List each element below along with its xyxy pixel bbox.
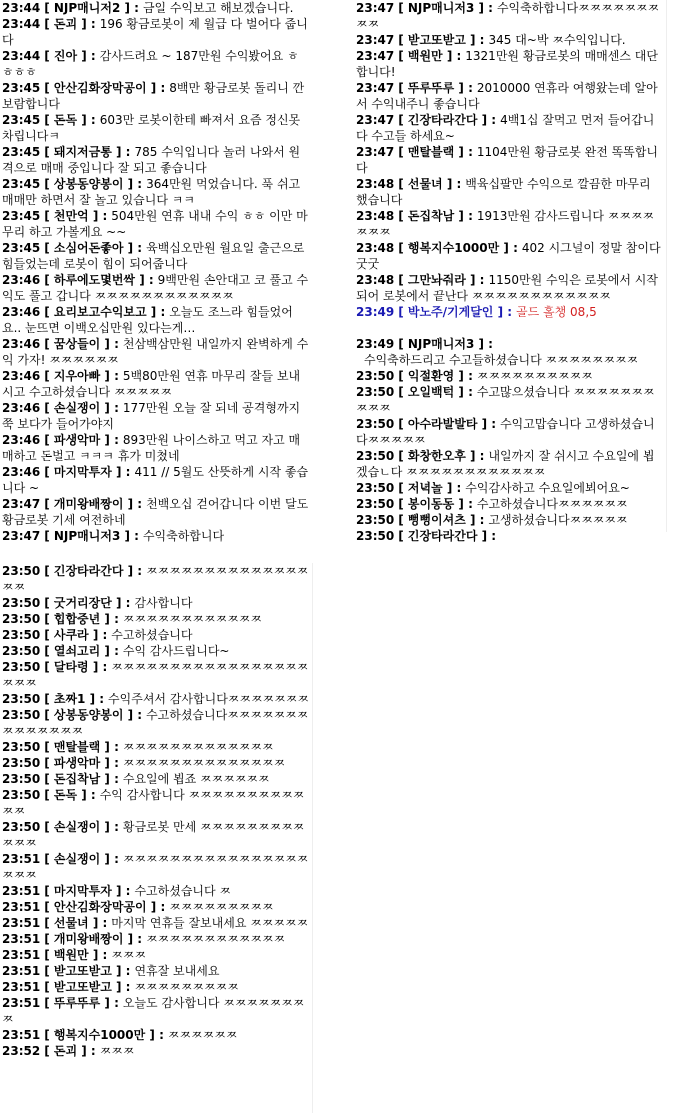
- message-nickname: [ 저녁놀 ] :: [398, 481, 462, 495]
- chat-log-panel-left-bottom: [0, 563, 313, 1113]
- message-time: 23:47: [356, 33, 395, 47]
- chat-message: [0, 208, 312, 240]
- message-time: 23:44: [2, 49, 41, 63]
- message-text: 수고많으셨습니다 ㅉㅉㅉㅉㅉㅉㅉㅉㅉㅉ: [356, 385, 655, 415]
- message-time: 23:50: [2, 756, 41, 770]
- message-time: 23:45: [2, 209, 41, 223]
- message-time: 23:51: [2, 964, 41, 978]
- chat-message: [0, 464, 312, 496]
- message-text: 411 // 5월도 산뜻하게 시작 좋습니다 ~: [2, 465, 309, 495]
- message-text: 수요일에 뵙죠 ㅉㅉㅉㅉㅉㅉ: [122, 772, 270, 786]
- chat-message: [354, 352, 666, 368]
- message-time: 23:45: [2, 113, 41, 127]
- message-text: 364만원 먹었습니다. 푹 쉬고 매매만 하면서 잘 놀고 있습니다 ㅋㅋ: [2, 177, 301, 207]
- message-nickname: [ 아수라발발타 ] :: [398, 417, 497, 431]
- chat-message: [0, 0, 312, 16]
- message-text: ㅉㅉㅉㅉㅉㅉㅉㅉㅉㅉㅉㅉㅉㅉㅉㅉ: [2, 564, 309, 594]
- message-nickname: [ 상봉동양봉이 ] :: [44, 708, 143, 722]
- chat-message: [0, 240, 312, 272]
- message-nickname: [ 긴장타라간다 ] :: [398, 529, 497, 543]
- message-nickname: [ 손실쟁이 ] :: [44, 401, 119, 415]
- message-time: 23:50: [2, 596, 41, 610]
- message-time: 23:48: [356, 241, 395, 255]
- message-text: 1913만원 감사드립니다 ㅉㅉㅉㅉㅉㅉㅉ: [356, 209, 655, 239]
- message-text: 1104만원 황금로봇 완전 똑똑합니다: [356, 145, 658, 175]
- message-time: 23:51: [2, 900, 41, 914]
- message-nickname: [ 달타령 ] :: [44, 660, 108, 674]
- message-text: 5백80만원 연휴 마무리 잘들 보내시고 수고하셨습니다 ㅉㅉㅉㅉㅉ: [2, 369, 301, 399]
- message-nickname: [ NJP매니저2 ] :: [44, 1, 139, 15]
- chat-message: [0, 931, 312, 947]
- message-text: 수익고맙습니다 고생하셨습니다ㅉㅉㅉㅉㅉ: [356, 417, 655, 447]
- message-text: 오늘도 감사합니다 ㅉㅉㅉㅉㅉㅉㅉㅉ: [2, 996, 305, 1026]
- message-time: 23:50: [356, 513, 395, 527]
- message-time: 23:50: [356, 481, 395, 495]
- chat-message: [354, 80, 666, 112]
- chat-message: [354, 368, 666, 384]
- chat-message: [0, 883, 312, 899]
- message-time: 23:51: [2, 932, 41, 946]
- chat-message: [0, 739, 312, 755]
- message-text: ㅉㅉㅉㅉㅉㅉㅉㅉㅉㅉㅉㅉㅉㅉ: [122, 756, 286, 770]
- message-text: ㅉㅉㅉㅉㅉㅉㅉㅉㅉㅉㅉㅉ: [146, 932, 286, 946]
- chat-message: [0, 979, 312, 995]
- message-time: 23:48: [356, 273, 395, 287]
- message-time: 23:46: [2, 369, 41, 383]
- message-time: 23:50: [2, 788, 41, 802]
- message-nickname: [ 그만놔줘라 ] :: [398, 273, 485, 287]
- message-text: 고생하셨습니다ㅉㅉㅉㅉㅉ: [488, 513, 628, 527]
- message-time: 23:47: [356, 49, 395, 63]
- message-nickname: [ 뚜루뚜루 ] :: [44, 996, 119, 1010]
- message-nickname: [ 익절환영 ] :: [398, 369, 473, 383]
- chat-message: [354, 320, 666, 336]
- chat-message: [0, 528, 312, 544]
- chat-message: [0, 496, 312, 528]
- message-text: 수고하셨습니다ㅉㅉㅉㅉㅉㅉㅉㅉㅉㅉㅉㅉㅉㅉ: [2, 708, 309, 738]
- message-nickname: [ 힙합중년 ] :: [44, 612, 119, 626]
- message-text: ㅉㅉㅉㅉㅉㅉㅉㅉㅉㅉㅉㅉㅉㅉㅉㅉㅉㅉㅉㅉ: [2, 660, 309, 690]
- message-nickname: [ 백원만 ] :: [44, 948, 108, 962]
- message-text: 마지막 연휴들 잘보내세요 ㅉㅉㅉㅉㅉ: [111, 916, 309, 930]
- message-text: 785 수익입니다 놀러 나와서 원격으로 매매 중입니다 잘 되고 좋습니다: [2, 145, 301, 175]
- chat-message: [354, 416, 666, 448]
- message-text: 9백만원 손안대고 코 풀고 수익도 풀고 갑니다 ㅉㅉㅉㅉㅉㅉㅉㅉㅉㅉㅉㅉ: [2, 273, 309, 303]
- message-nickname: [ 받고또받고 ] :: [398, 33, 485, 47]
- chat-message: [0, 995, 312, 1027]
- message-nickname: [ 선물녀 ] :: [44, 916, 108, 930]
- message-nickname: [ 행복지수1000만 ] :: [44, 1028, 164, 1042]
- chat-message: [354, 496, 666, 512]
- message-text: 천백오십 걷어갑니다 이번 달도 황금로봇 기세 여전하네: [2, 497, 309, 527]
- message-text: 4백1십 잘먹고 먼저 들어갑니다 수고들 하세요~: [356, 113, 655, 143]
- chat-log-panel-right-top: [354, 0, 667, 543]
- chat-message: [354, 48, 666, 80]
- message-text: 내일까지 잘 쉬시고 수요일에 뵙겠습ㄴ다 ㅉㅉㅉㅉㅉㅉㅉㅉㅉㅉㅉㅉ: [356, 449, 655, 479]
- message-time: 23:51: [2, 884, 41, 898]
- message-text: 수익감사하고 수요일에뵈어요~: [465, 481, 630, 495]
- message-time: 23:47: [356, 145, 395, 159]
- message-nickname: [ 돼지저금통 ] :: [44, 145, 131, 159]
- message-text: ㅉㅉㅉ: [111, 948, 147, 962]
- message-time: 23:50: [2, 628, 41, 642]
- chat-message: [354, 384, 666, 416]
- chat-message: [0, 771, 312, 787]
- message-text: 177만원 오늘 잘 되네 공격형까지 쭉 보다가 들어가야지: [2, 401, 301, 431]
- message-text: 수익축하드리고 수고들하셨습니다 ㅉㅉㅉㅉㅉㅉㅉㅉ: [364, 353, 639, 367]
- message-nickname: [ 화창한오후 ] :: [398, 449, 485, 463]
- chat-message: [354, 480, 666, 496]
- message-text: ㅉㅉㅉㅉㅉㅉㅉㅉㅉㅉㅉㅉㅉㅉㅉㅉㅉㅉㅉ: [2, 852, 309, 882]
- message-text: 수고하셨습니다ㅉㅉㅉㅉㅉㅉ: [476, 497, 628, 511]
- message-time: 23:50: [356, 497, 395, 511]
- message-nickname: [ NJP매니저3 ] :: [44, 529, 139, 543]
- message-time: 23:50: [356, 529, 395, 543]
- chat-message: [0, 899, 312, 915]
- message-time: 23:50: [356, 369, 395, 383]
- message-time: 23:50: [356, 449, 395, 463]
- chat-message: [354, 112, 666, 144]
- message-text: 수익 감사드립니다~: [122, 644, 230, 658]
- chat-message: [0, 563, 312, 595]
- message-nickname: [ 소심어돈좋아 ] :: [44, 241, 143, 255]
- message-nickname: [ 파생악마 ] :: [44, 756, 119, 770]
- message-nickname: [ NJP매니저3 ] :: [398, 1, 493, 15]
- chat-message: [354, 0, 666, 32]
- chat-message: [354, 272, 666, 304]
- chat-message: [354, 448, 666, 480]
- message-nickname: [ 받고또받고 ] :: [44, 964, 131, 978]
- message-time: 23:51: [2, 1028, 41, 1042]
- chat-message: [0, 48, 312, 80]
- message-time: 23:50: [2, 612, 41, 626]
- chat-message: [0, 707, 312, 739]
- chat-message: [0, 112, 312, 144]
- message-nickname: [ 긴장타라간다 ] :: [398, 113, 497, 127]
- message-time: 23:50: [2, 644, 41, 658]
- message-nickname: [ 지우아빠 ] :: [44, 369, 119, 383]
- message-text: 8백만 황금로봇 돌리니 깐 보람합니다: [2, 81, 305, 111]
- message-text: ㅉㅉㅉㅉㅉㅉㅉㅉㅉㅉ: [476, 369, 593, 383]
- message-nickname: [ 파생악마 ] :: [44, 433, 119, 447]
- message-text: 오늘도 조느라 힘들었어요.. 눈뜨면 이백오십만원 있다는게…: [2, 305, 293, 335]
- chat-message: [0, 787, 312, 819]
- message-text: ㅉㅉㅉㅉㅉㅉ: [167, 1028, 238, 1042]
- message-nickname: [ 선물녀 ] :: [398, 177, 462, 191]
- message-text: 황금로봇 만세 ㅉㅉㅉㅉㅉㅉㅉㅉㅉㅉㅉㅉ: [2, 820, 305, 850]
- chat-message: [354, 240, 666, 272]
- message-time: 23:45: [2, 81, 41, 95]
- message-text: 수익축하합니다ㅉㅉㅉㅉㅉㅉㅉㅉㅉ: [356, 1, 660, 31]
- chat-message: [0, 627, 312, 643]
- message-nickname: [ 열쇠고리 ] :: [44, 644, 119, 658]
- chat-message: [0, 432, 312, 464]
- message-nickname: [ 긴장타라간다 ] :: [44, 564, 143, 578]
- message-nickname: [ 돈집착남 ] :: [44, 772, 119, 786]
- message-text: ㅉㅉㅉㅉㅉㅉㅉㅉㅉㅉㅉㅉㅉ: [122, 740, 274, 754]
- message-text: 196 황금로봇이 제 월급 다 벌어다 줍니다: [2, 17, 308, 47]
- message-text: 천삼백삼만원 내일까지 완벽하게 수익 가자! ㅉㅉㅉㅉㅉㅉ: [2, 337, 309, 367]
- chat-message: [0, 963, 312, 979]
- chat-message: [0, 80, 312, 112]
- message-nickname: [ 개미왕배짱이 ] :: [44, 497, 143, 511]
- message-nickname: [ 봉이동동 ] :: [398, 497, 473, 511]
- message-nickname: [ NJP매니저3 ] :: [398, 337, 493, 351]
- chat-message: [354, 32, 666, 48]
- message-nickname: [ 돈괴 ] :: [44, 17, 96, 31]
- chat-message: [0, 144, 312, 176]
- message-time: 23:46: [2, 273, 41, 287]
- message-text: 감사드려요 ~ 187만원 수익봤어요 ㅎㅎㅎㅎ: [2, 49, 299, 79]
- message-time: 23:45: [2, 145, 41, 159]
- message-nickname: [ 돈독 ] :: [44, 113, 96, 127]
- chat-message: [0, 611, 312, 627]
- message-nickname: [ 행복지수1000만 ] :: [398, 241, 518, 255]
- message-text: ㅉㅉㅉㅉㅉㅉㅉㅉㅉ: [134, 980, 239, 994]
- message-time: 23:48: [356, 209, 395, 223]
- chat-message: [354, 176, 666, 208]
- message-time: 23:50: [2, 820, 41, 834]
- chat-message: [0, 368, 312, 400]
- chat-message: [0, 336, 312, 368]
- chat-message: [354, 144, 666, 176]
- message-time: 23:50: [356, 385, 395, 399]
- message-nickname: [ 박노주/기게달인 ] :: [398, 305, 513, 319]
- chat-message: [0, 819, 312, 851]
- message-nickname: [ 개미왕배짱이 ] :: [44, 932, 143, 946]
- message-time: 23:44: [2, 17, 41, 31]
- message-nickname: [ 맨탈블랙 ] :: [44, 740, 119, 754]
- message-nickname: [ 돈독 ] :: [44, 788, 96, 802]
- chat-message: [0, 595, 312, 611]
- message-time: 23:51: [2, 916, 41, 930]
- message-text: 백육십팔만 수익으로 깔끔한 마무리 했습니다: [356, 177, 651, 207]
- message-time: 23:49: [356, 305, 395, 319]
- chat-message: [0, 915, 312, 931]
- chat-message: [0, 851, 312, 883]
- message-time: 23:46: [2, 337, 41, 351]
- chat-message: [0, 400, 312, 432]
- chat-message: [0, 755, 312, 771]
- chat-message: [0, 1043, 312, 1059]
- message-time: 23:46: [2, 305, 41, 319]
- message-text: ㅉㅉㅉ: [99, 1044, 135, 1058]
- message-text: 1321만원 황금로봇의 매매센스 대단합니다!: [356, 49, 658, 79]
- message-text: 1150만원 수익은 로봇에서 시작되어 로봇에서 끝난다 ㅉㅉㅉㅉㅉㅉㅉㅉㅉㅉㅉㅉ: [356, 273, 658, 303]
- message-nickname: [ 받고또받고 ] :: [44, 980, 131, 994]
- message-text: 수익축하합니다: [142, 529, 225, 543]
- message-text: 893만원 나이스하고 먹고 자고 매매하고 돈벌고 ㅋㅋㅋ 휴가 미쳤네: [2, 433, 301, 463]
- message-nickname: [ 손실쟁이 ] :: [44, 852, 119, 866]
- message-time: 23:51: [2, 948, 41, 962]
- message-text: 603만 로봇이한테 빠져서 요즘 정신못 차립니다ㅋ: [2, 113, 301, 143]
- message-time: 23:47: [356, 1, 395, 15]
- message-time: 23:51: [2, 996, 41, 1010]
- message-time: 23:46: [2, 433, 41, 447]
- message-time: 23:50: [2, 692, 41, 706]
- message-time: 23:50: [2, 740, 41, 754]
- message-nickname: [ 안산김화장막공이 ] :: [44, 81, 166, 95]
- message-time: 23:50: [2, 564, 41, 578]
- chat-message: [0, 304, 312, 336]
- message-nickname: [ 맨탈블랙 ] :: [398, 145, 473, 159]
- message-time: 23:44: [2, 1, 41, 15]
- message-text: 감사합니다: [134, 596, 193, 610]
- message-text: 육백십오만원 월요일 출근으로 힘들었는데 로봇이 힘이 되어줍니다: [2, 241, 305, 271]
- chat-message: [0, 16, 312, 48]
- message-nickname: [ 돈집착남 ] :: [398, 209, 473, 223]
- message-nickname: [ 돈괴 ] :: [44, 1044, 96, 1058]
- message-nickname: [ 굿거리장단 ] :: [44, 596, 131, 610]
- message-nickname: [ 안산김화장막공이 ] :: [44, 900, 166, 914]
- chat-message: [354, 336, 666, 352]
- chat-message: [0, 691, 312, 707]
- message-time: 23:48: [356, 177, 395, 191]
- message-time: 23:51: [2, 852, 41, 866]
- message-text: 345 대~박 ㅉ수익입니다.: [488, 33, 626, 47]
- message-time: 23:50: [2, 772, 41, 786]
- message-time: 23:46: [2, 465, 41, 479]
- message-text: 수고하셨습니다: [111, 628, 193, 642]
- chat-message: [354, 512, 666, 528]
- message-time: 23:47: [356, 113, 395, 127]
- chat-message: [0, 272, 312, 304]
- message-text: 수익주셔서 감사합니다ㅉㅉㅉㅉㅉㅉㅉ: [108, 692, 309, 706]
- message-time: 23:47: [356, 81, 395, 95]
- message-time: 23:50: [2, 708, 41, 722]
- message-text: 연휴잘 보내세요: [134, 964, 220, 978]
- message-nickname: [ 진아 ] :: [44, 49, 96, 63]
- message-time: 23:52: [2, 1044, 41, 1058]
- message-nickname: [ 천만억 ] :: [44, 209, 108, 223]
- message-time: 23:47: [2, 497, 41, 511]
- chat-message: [0, 947, 312, 963]
- chat-message: [0, 1027, 312, 1043]
- message-nickname: [ 오일백턱 ] :: [398, 385, 473, 399]
- message-time: 23:47: [2, 529, 41, 543]
- message-nickname: [ 뚜루뚜루 ] :: [398, 81, 473, 95]
- message-time: 23:45: [2, 241, 41, 255]
- message-text: ㅉㅉㅉㅉㅉㅉㅉㅉㅉㅉㅉㅉ: [122, 612, 262, 626]
- message-nickname: [ 상봉동양봉이 ] :: [44, 177, 143, 191]
- chat-message: [354, 304, 666, 320]
- message-nickname: [ 마지막투자 ] :: [44, 465, 131, 479]
- message-text: 금일 수익보고 해보겠습니다.: [142, 1, 294, 15]
- message-text: 수익 감사합니다 ㅉㅉㅉㅉㅉㅉㅉㅉㅉㅉㅉㅉ: [2, 788, 305, 818]
- message-time: 23:45: [2, 177, 41, 191]
- chat-message: [0, 643, 312, 659]
- message-nickname: [ 초짜1 ] :: [44, 692, 105, 706]
- message-text: 504만원 연휴 내내 수익 ㅎㅎ 이만 마무리 하고 가볼게요 ~~: [2, 209, 308, 239]
- message-time: 23:50: [2, 660, 41, 674]
- chat-message: [0, 659, 312, 691]
- chat-message: [0, 176, 312, 208]
- message-nickname: [ 손실쟁이 ] :: [44, 820, 119, 834]
- chat-log-panel-left-top: [0, 0, 312, 543]
- chat-message: [354, 528, 666, 544]
- message-nickname: [ 백원만 ] :: [398, 49, 462, 63]
- message-text: 402 시그널이 정말 참이다 굿굿: [356, 241, 661, 271]
- message-nickname: [ 하루에도몇번싹 ] :: [44, 273, 154, 287]
- message-time: 23:50: [356, 417, 395, 431]
- message-time: 23:49: [356, 337, 395, 351]
- message-time: 23:51: [2, 980, 41, 994]
- message-nickname: [ 뻥뻥이셔츠 ] :: [398, 513, 485, 527]
- message-text: 수고하셨습니다 ㅉ: [134, 884, 232, 898]
- message-nickname: [ 요리보고수익보고 ] :: [44, 305, 166, 319]
- message-time: 23:46: [2, 401, 41, 415]
- chat-message: [354, 208, 666, 240]
- message-text: ㅉㅉㅉㅉㅉㅉㅉㅉㅉ: [169, 900, 274, 914]
- message-text: 2010000 연휴라 여행왔는데 알아서 수익내주니 좋습니다: [356, 81, 658, 111]
- message-nickname: [ 사쿠라 ] :: [44, 628, 108, 642]
- message-nickname: [ 마지막투자 ] :: [44, 884, 131, 898]
- message-nickname: [ 꿈상들이 ] :: [44, 337, 119, 351]
- message-text: 골드 홀챙 08,5: [516, 305, 597, 319]
